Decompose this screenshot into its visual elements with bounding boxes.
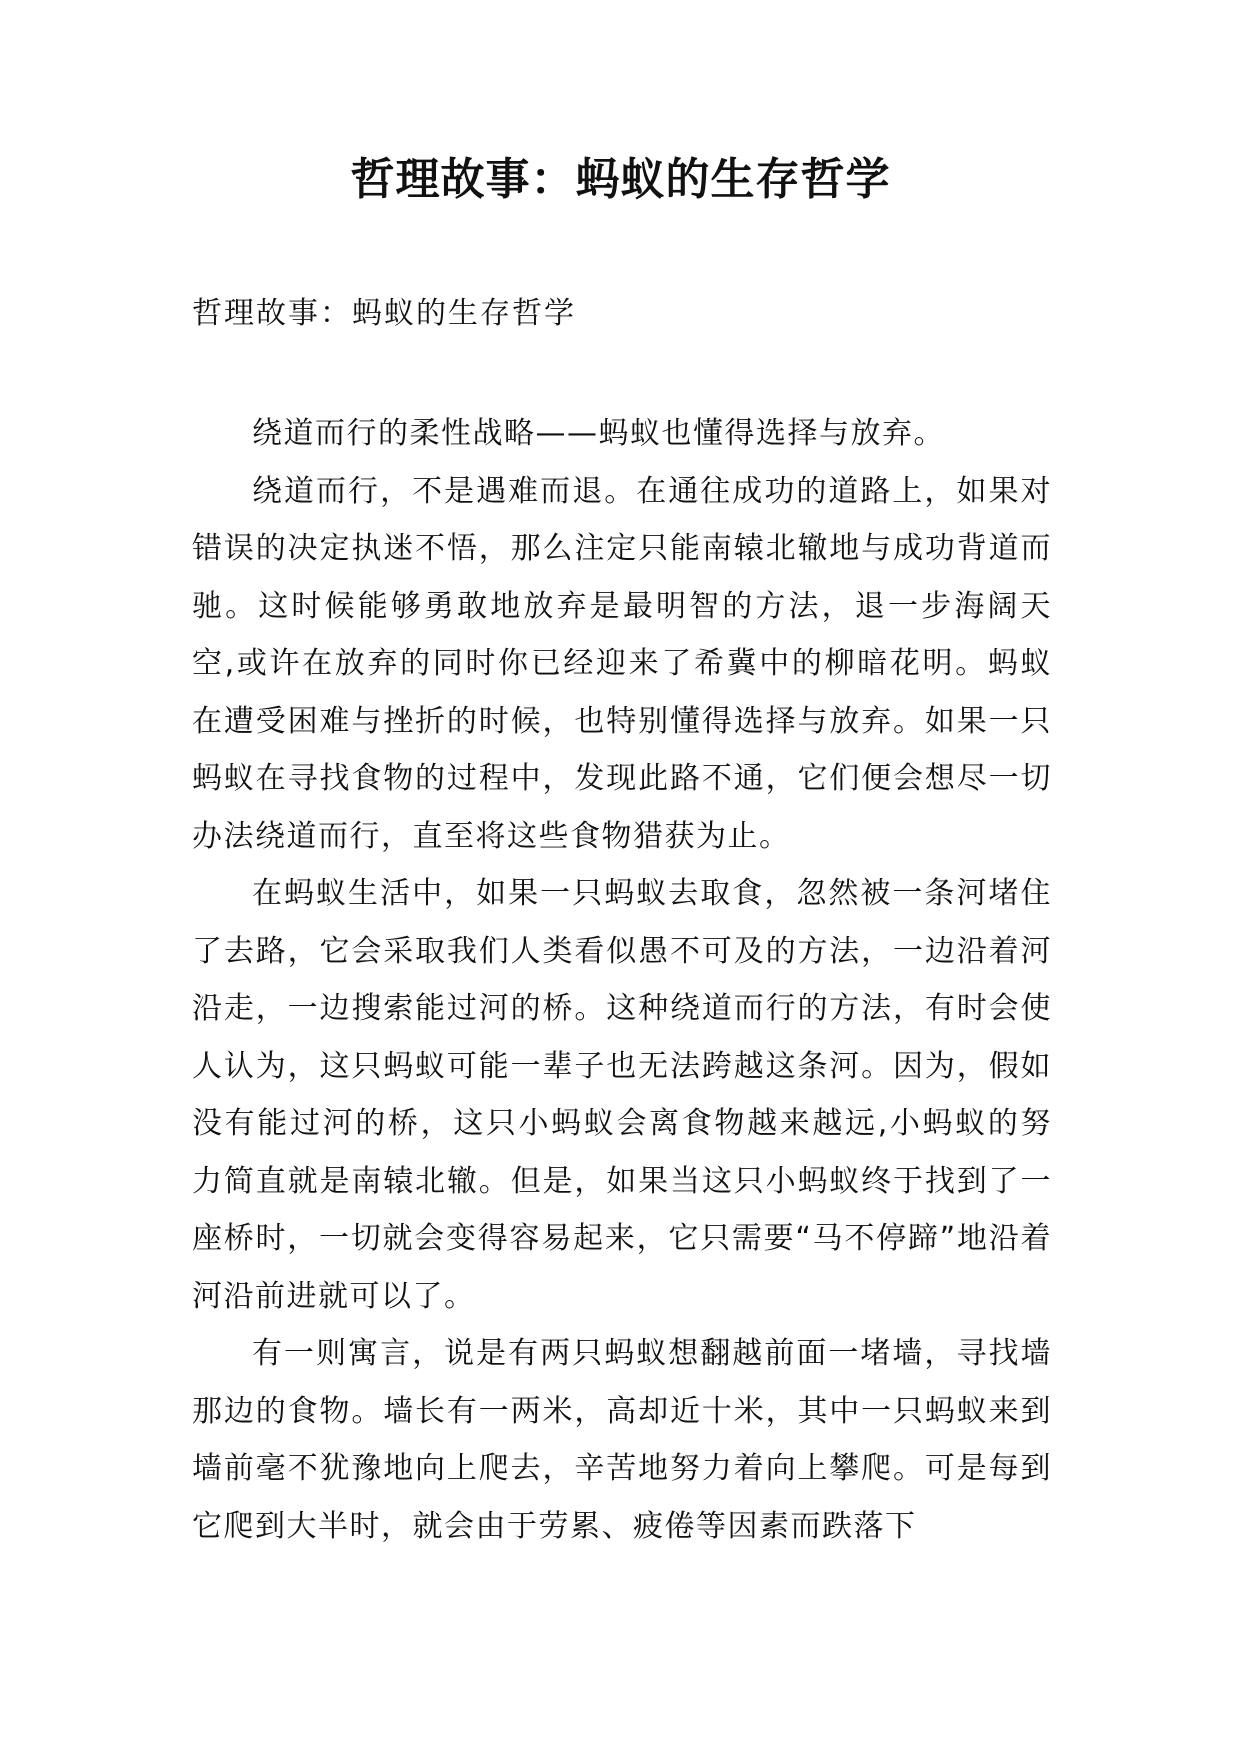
document-title: 哲理故事：蚂蚁的生存哲学 <box>350 154 891 205</box>
paragraph: 绕道而行的柔性战略——蚂蚁也懂得选择与放弃。 <box>252 416 945 451</box>
document-body <box>192 405 1052 1555</box>
document-subtitle: 哲理故事：蚂蚁的生存哲学 <box>192 296 576 331</box>
paragraph: 有一则寓言，说是有两只蚂蚁想翻越前面一堵墙，寻找墙那边的食物。墙长有一两米，高却近十米，其中一只蚂蚁来到墙前毫不犹豫地向上爬去，辛苦地努力着向上攀爬。可是每到它爬到大半时，就会由于劳累、疲倦等因素而跌落下 <box>192 1336 1052 1544</box>
paragraph: 在蚂蚁生活中，如果一只蚂蚁去取食，忽然被一条河堵住了去路，它会采取我们人类看似愚不可及的方法，一边沿着河沿走，一边搜索能过河的桥。这种绕道而行的方法，有时会使人认为，这只蚂蚁可能一辈子也无法跨越这条河。因为，假如没有能过河的桥，这只小蚂蚁会离食物越来越远,小蚂蚁的努力简直就是南辕北辙。但是，如果当这只小蚂蚁终于找到了一座桥时，一切就会变得容易起来，它只需要“马不停蹄”地沿着河沿前进就可以了。 <box>192 876 1052 1314</box>
paragraph: 绕道而行，不是遇难而退。在通往成功的道路上，如果对错误的决定执迷不悟，那么注定只能南辕北辙地与成功背道而驰。这时候能够勇敢地放弃是最明智的方法，退一步海阔天空,或许在放弃的同时你已经迎来了希冀中的柳暗花明。蚂蚁在遭受困难与挫折的时候，也特别懂得选择与放弃。如果一只蚂蚁在寻找食物的过程中，发现此路不通，它们便会想尽一切办法绕道而行，直至将这些食物猎获为止。 <box>192 473 1052 854</box>
